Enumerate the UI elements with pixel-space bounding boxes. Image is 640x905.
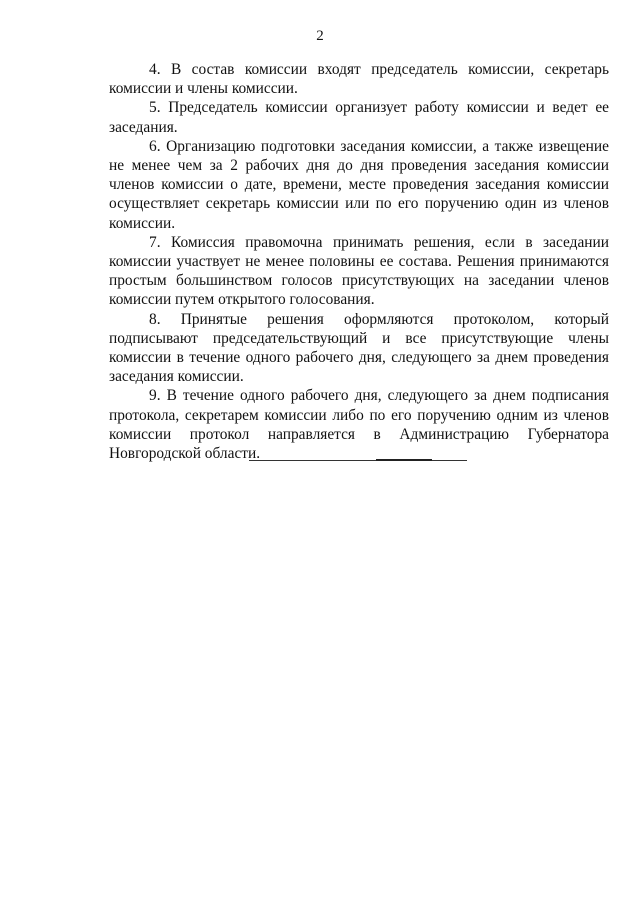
page-number: 2: [316, 28, 324, 44]
paragraph-5: 5. Председатель комиссии организует работу комиссии и ведет ее заседания.: [109, 99, 609, 136]
paragraph-9: 9. В течение одного рабочего дня, следующего за днем подписания протокола, секретарем комиссии либо по его поручению одним из членов комиссии протокол направляется в Администрацию Губернатора Новгородской области.: [109, 387, 609, 463]
paragraph-6: 6. Организацию подготовки заседания комиссии, а также извещение не менее чем за 2 рабочих дня до дня проведения заседания комиссии членов комиссии о дате, времени, месте проведения заседания комиссии осуществляет секретарь комиссии или по его поручению один из членов комиссии.: [109, 137, 609, 232]
end-separator-accent: [376, 459, 432, 461]
paragraph-8: 8. Принятые решения оформляются протоколом, который подписывают председательствующий и все присутствующие члены комиссии в течение одного рабочего дня, следующего за днем проведения заседания комиссии.: [109, 310, 609, 386]
document-body: [109, 60, 609, 463]
paragraph-4: 4. В состав комиссии входят председатель комиссии, секретарь комиссии и члены комиссии.: [109, 61, 609, 98]
paragraph-7: 7. Комиссия правомочна принимать решения, если в заседании комиссии участвует не менее половины ее состава. Решения принимаются простым большинством голосов присутствующих на заседании членов комиссии путем открытого голосования.: [109, 233, 609, 309]
end-separator-line: [249, 460, 467, 461]
